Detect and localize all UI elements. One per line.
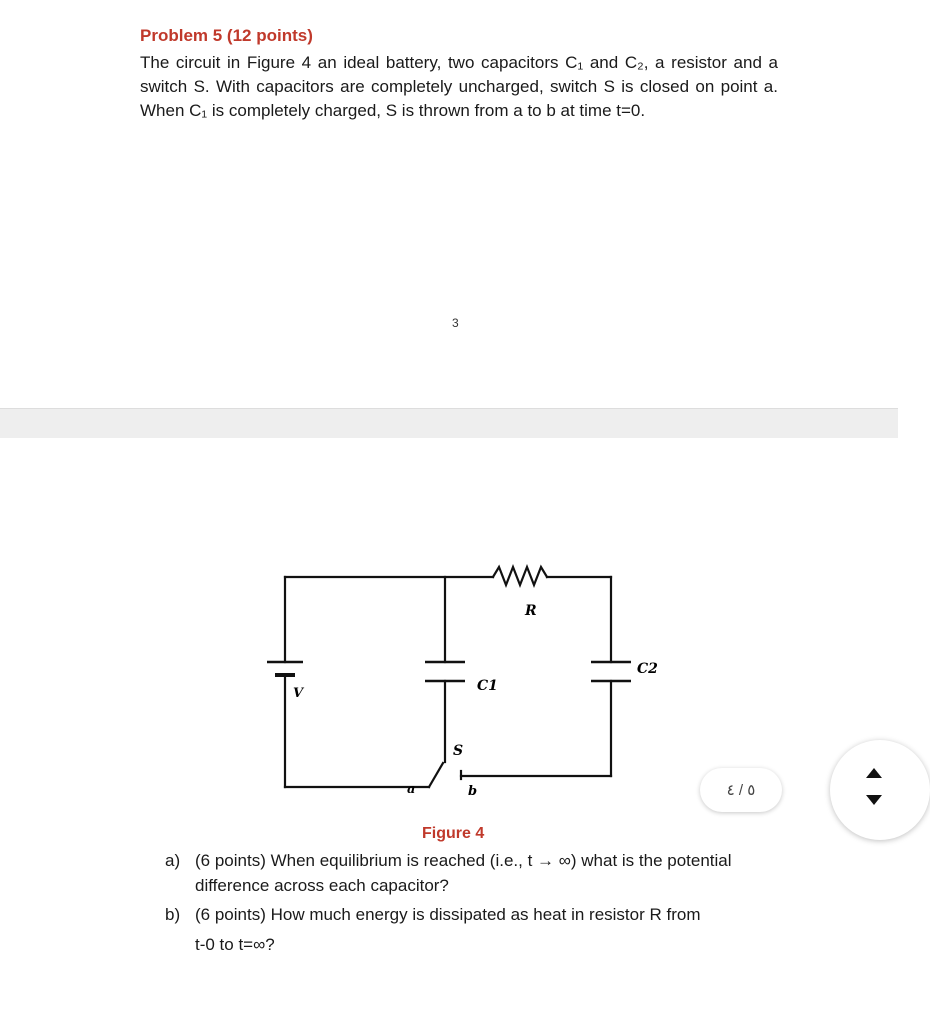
point-a-label: a [407, 782, 416, 797]
arrow-down-icon[interactable] [866, 795, 882, 805]
resistor-symbol [493, 567, 547, 585]
question-a [165, 848, 780, 898]
point-b-label: b [468, 784, 478, 799]
battery-label: V [293, 686, 304, 701]
question-b-text-line2: t-0 to t=∞? [195, 935, 275, 954]
page-nav-control[interactable] [830, 740, 930, 840]
problem-title: Problem 5 (12 points) [140, 26, 313, 45]
question-a-label: a) [165, 851, 181, 870]
resistor-label: R [525, 603, 537, 619]
figure-caption: Figure 4 [422, 825, 485, 842]
page-separator [0, 408, 898, 439]
question-b-text: (6 points) How much energy is dissipated as heat in resistor R from [195, 905, 701, 924]
switch-label: S [453, 743, 464, 759]
page-counter-badge[interactable]: ٥ / ٤ [700, 768, 782, 812]
arrow-up-icon[interactable] [866, 768, 882, 778]
question-b-label: b) [165, 905, 181, 924]
question-a-text: (6 points) When equilibrium is reached (i.e., t → ∞) what is the potential difference across each capacitor? [195, 851, 732, 895]
circuit-diagram [255, 555, 658, 805]
c1-label: C1 [477, 678, 498, 694]
page-number: 3 [452, 316, 459, 330]
c2-label: C2 [637, 661, 658, 677]
problem-statement: The circuit in Figure 4 an ideal battery, two capacitors C₁ and C₂, a resistor and a switch S. With capacitors are completely uncharged, switch S is closed on point a. When C₁ is completely charged, S is thrown from a to b at time t=0. [140, 53, 778, 120]
question-b [165, 902, 780, 957]
page-3 [0, 0, 898, 408]
switch-blade [429, 763, 443, 787]
